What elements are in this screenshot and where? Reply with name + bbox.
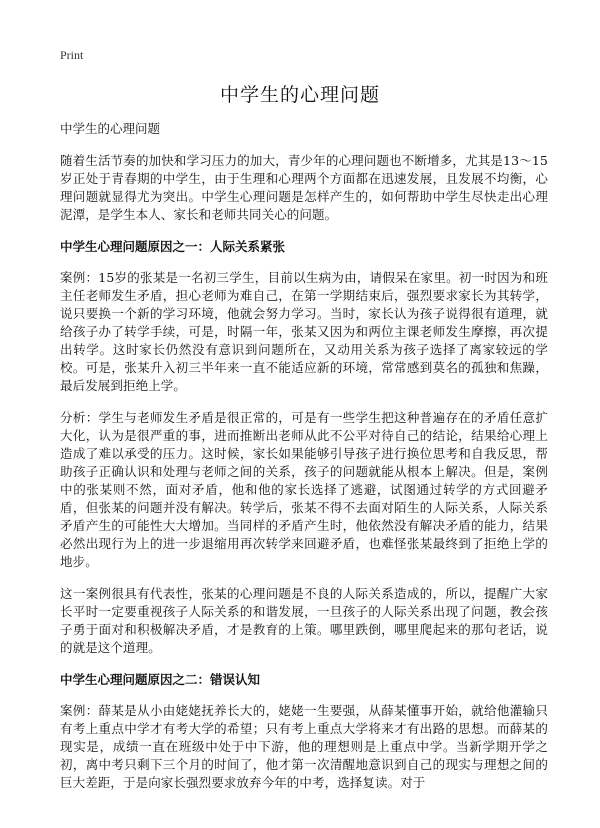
article-body	[60, 120, 548, 806]
section-1-case-paragraph: 案例：15岁的张某是一名初三学生，目前以生病为由，请假呆在家里。初一时因为和班主任老师发生矛盾，担心老师为难自己，在第一学期结束后，强烈要求家长为其转学，说只要换一个新的学习环境，他就会努力学习。当时，家长认为孩子说得很有道理，就给孩子办了转学手续，可是，时隔一年，张某又因为和两位主课老师发生摩擦，再次提出转学。这时家长仍然没有意识到问题所在，又动用关系为孩子选择了离家较远的学校。可是，张某升入初三半年来一直不能适应新的环境，常常感到莫名的孤独和焦躁，最后发展到拒绝上学。	[60, 270, 548, 393]
section-1-conclusion-paragraph: 这一案例很具有代表性，张某的心理问题是不良的人际关系造成的，所以，提醒广大家长平时一定要重视孩子人际关系的和谐发展，一旦孩子的人际关系出现了问题，教会孩子勇于面对和积极解决矛盾，才是教育的上策。哪里跌倒，哪里爬起来的那句老话，说的就是这个道理。	[60, 586, 548, 655]
section-2-heading: 中学生心理问题原因之二：错误认知	[60, 672, 261, 687]
print-link[interactable]: Print	[60, 48, 84, 62]
section-1-heading: 中学生心理问题原因之一：人际关系紧张	[60, 239, 286, 254]
article-subtitle: 中学生的心理问题	[60, 121, 161, 136]
section-1-analysis-paragraph: 分析：学生与老师发生矛盾是很正常的，可是有一些学生把这种普遍存在的矛盾任意扩大化，认为是很严重的事，进而推断出老师从此不公平对待自己的结论，结果给心理上造成了难以承受的压力。这时候，家长如果能够引导孩子进行换位思考和自我反思，帮助孩子正确认识和处理与老师之间的关系，孩子的问题就能从根本上解决。但是，案例中的张某则不然，面对矛盾，他和他的家长选择了逃避，试图通过转学的方式回避矛盾，但张某的问题并没有解决。转学后，张某不得不去面对陌生的人际关系，人际关系矛盾产生的可能性大大增加。当同样的矛盾产生时，他依然没有解决矛盾的能力，结果必然出现行为上的进一步退缩用再次转学来回避矛盾，也难怪张某最终到了拒绝上学的地步。	[60, 410, 548, 569]
page-title: 中学生的心理问题	[219, 84, 380, 106]
section-2-case-paragraph: 案例：薛某是从小由姥姥抚养长大的，姥姥一生要强，从薛某懂事开始，就给他灌输只有考上重点中学才有考大学的希望；只有考上重点大学将来才有出路的思想。而薛某的现实是，成绩一直在班级中处于中下游，他的理想则是上重点中学。当新学期开学之初，离中考只剩下三个月的时间了，他才第一次清醒地意识到自己的现实与理想之间的巨大差距，于是向家长强烈要求放弃今年的中考，选择复读。对于	[60, 703, 548, 790]
intro-paragraph: 随着生活节奏的加快和学习压力的加大，青少年的心理问题也不断增多，尤其是13～15岁正处于青春期的中学生，由于生理和心理两个方面都在迅速发展，且发展不均衡，心理问题就显得尤为突出。中学生心理问题是怎样产生的，如何帮助中学生尽快走出心理泥潭，是学生本人、家长和老师共同关心的问题。	[60, 153, 548, 222]
